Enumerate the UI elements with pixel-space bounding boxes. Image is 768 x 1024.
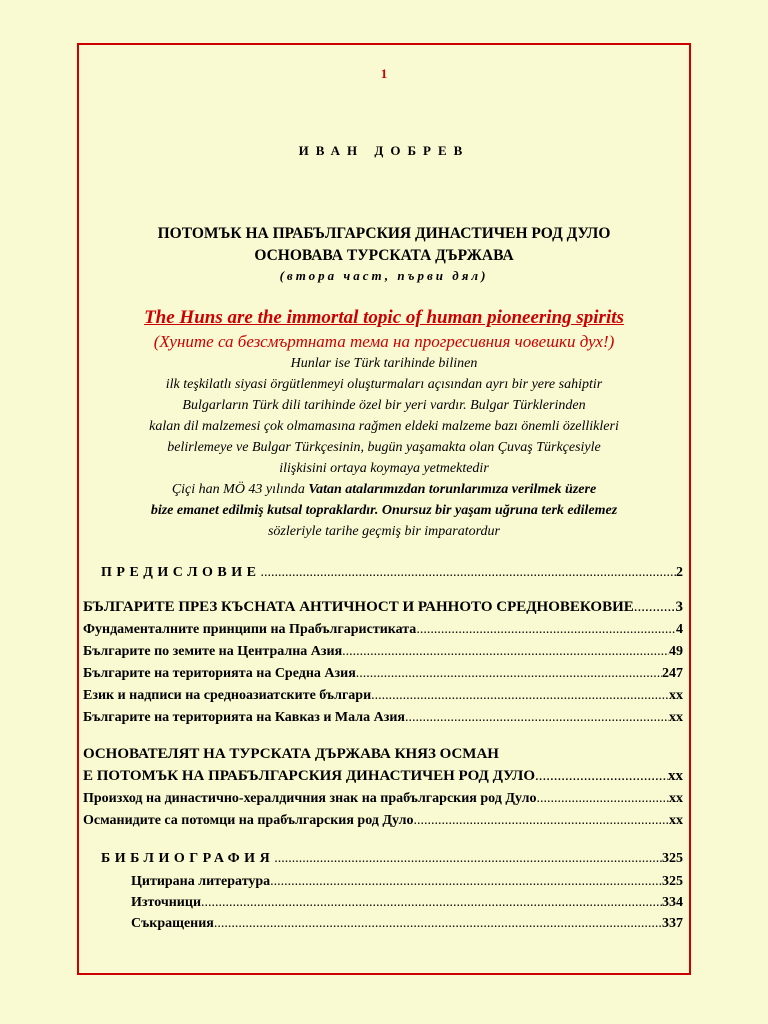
toc-leader xyxy=(405,710,669,726)
toc-entry[interactable] xyxy=(83,688,683,704)
toc-page: 3 xyxy=(675,599,683,615)
toc-entry[interactable] xyxy=(83,710,683,726)
toc-leader xyxy=(201,895,662,911)
toc-page: xx xyxy=(668,768,683,784)
toc-entry-bibliography[interactable] xyxy=(101,851,683,867)
toc-page: xx xyxy=(669,688,683,703)
turkish-line: Hunlar ise Türk tarihinde bilinen xyxy=(290,356,478,371)
motto-english: The Huns are the immortal topic of human pioneering spirits xyxy=(144,307,624,328)
toc-page: 325 xyxy=(662,851,683,866)
toc-page: 4 xyxy=(676,622,683,637)
toc-page: xx xyxy=(669,791,683,806)
page-number: 1 xyxy=(380,66,388,81)
toc-entry[interactable] xyxy=(83,791,683,807)
author-name: ИВАН ДОБРЕВ xyxy=(298,143,470,158)
book-title-line2: ОСНОВАВА ТУРСКАТА ДЪРЖАВА xyxy=(254,247,514,264)
toc-label: Език и надписи на средноазиатските българи xyxy=(83,688,372,703)
book-subtitle: (втора част, първи дял) xyxy=(279,268,489,283)
toc-leader xyxy=(270,874,662,890)
toc-label: БЪЛГАРИТЕ ПРЕЗ КЪСНАТА АНТИЧНОСТ И РАННОТО СРЕДНОВЕКОВИЕ xyxy=(83,599,634,615)
toc-label: Цитирана литература xyxy=(131,874,271,889)
turkish-line: Bulgarların Türk dili tarihinde özel bir yeri vardır. Bulgar Türklerinden xyxy=(182,398,586,413)
toc-entry[interactable] xyxy=(83,622,683,638)
toc-entry-preface[interactable] xyxy=(101,565,683,581)
toc-entry-part2[interactable] xyxy=(83,768,683,785)
toc-leader xyxy=(536,791,669,807)
toc-label: Османидите са потомци на прабългарския род Дуло xyxy=(83,813,414,828)
toc-leader xyxy=(416,622,676,638)
turkish-text-regular: Çiçi han MÖ 43 yılında xyxy=(171,482,309,497)
turkish-line: ilk teşkilatlı siyasi örgütlenmeyi oluşturmaları açısından ayrı bir yere sahiptir xyxy=(165,377,603,392)
toc-page: xx xyxy=(669,813,683,828)
toc-entry[interactable] xyxy=(131,916,683,932)
toc-leader xyxy=(260,565,676,581)
toc-label: БИБЛИОГРАФИЯ xyxy=(101,851,275,866)
toc-label: Произход на династично-хералдичния знак на прабългарския род Дуло xyxy=(83,791,537,806)
toc-leader xyxy=(414,813,669,829)
toc-entry[interactable] xyxy=(131,895,683,911)
turkish-line xyxy=(79,482,689,498)
toc-leader xyxy=(342,644,669,660)
toc-page: xx xyxy=(669,710,683,725)
toc-page: 49 xyxy=(669,644,683,659)
toc-part2-heading xyxy=(83,746,683,763)
toc-label: Българите по земите на Централна Азия xyxy=(83,644,343,659)
book-title-line1: ПОТОМЪК НА ПРАБЪЛГАРСКИЯ ДИНАСТИЧЕН РОД ДУЛО xyxy=(157,225,611,242)
toc-page: 325 xyxy=(662,874,683,889)
turkish-text-bold: Vatan atalarımızdan torunlarımıza verilmek üzere xyxy=(308,482,597,497)
toc-leader xyxy=(535,768,668,785)
page-frame xyxy=(77,43,691,975)
toc-leader xyxy=(214,916,662,932)
toc-label: ОСНОВАТЕЛЯТ НА ТУРСКАТА ДЪРЖАВА КНЯЗ ОСМАН xyxy=(83,746,499,762)
toc-entry[interactable] xyxy=(131,874,683,890)
toc-entry[interactable] xyxy=(83,813,683,829)
toc-label: Българите на територията на Средна Азия xyxy=(83,666,356,681)
toc-entry-part1[interactable] xyxy=(83,599,683,616)
toc-label: Съкращения xyxy=(131,916,214,931)
turkish-line: sözleriyle tarihe geçmiş bir imparatordur xyxy=(267,524,501,539)
turkish-line: kalan dil malzemesi çok olmamasına rağmen eldeki malzeme bazı önemli özellikleri xyxy=(149,419,619,434)
toc-page: 334 xyxy=(662,895,683,910)
toc-page: 2 xyxy=(676,565,683,580)
turkish-line: bize emanet edilmiş kutsal topraklardır. Onursuz bir yaşam uğruna terk edilemez xyxy=(150,503,618,518)
turkish-line: belirlemeye ve Bulgar Türkçesinin, bugün yaşamakta olan Çuvaş Türkçesiyle xyxy=(167,440,601,455)
toc-label: Източници xyxy=(131,895,202,910)
toc-label: Фундаменталните принципи на Прабългаристиката xyxy=(83,622,417,637)
turkish-line: ilişkisini ortaya koymaya yetmektedir xyxy=(279,461,489,476)
toc-leader xyxy=(274,851,662,867)
toc-label: Е ПОТОМЪК НА ПРАБЪЛГАРСКИЯ ДИНАСТИЧЕН РОД ДУЛО xyxy=(83,768,535,784)
motto-bulgarian: (Хуните са безсмъртната тема на прогресивния човешки дух!) xyxy=(153,332,615,351)
toc-entry[interactable] xyxy=(83,666,683,682)
toc-leader xyxy=(634,599,676,616)
toc-leader xyxy=(356,666,662,682)
toc-label: ПРЕДИСЛОВИЕ xyxy=(101,565,261,580)
toc-leader xyxy=(371,688,669,704)
toc-entry[interactable] xyxy=(83,644,683,660)
toc-page: 247 xyxy=(662,666,683,681)
toc-page: 337 xyxy=(662,916,683,931)
toc-label: Българите на територията на Кавказ и Мала Азия xyxy=(83,710,405,725)
